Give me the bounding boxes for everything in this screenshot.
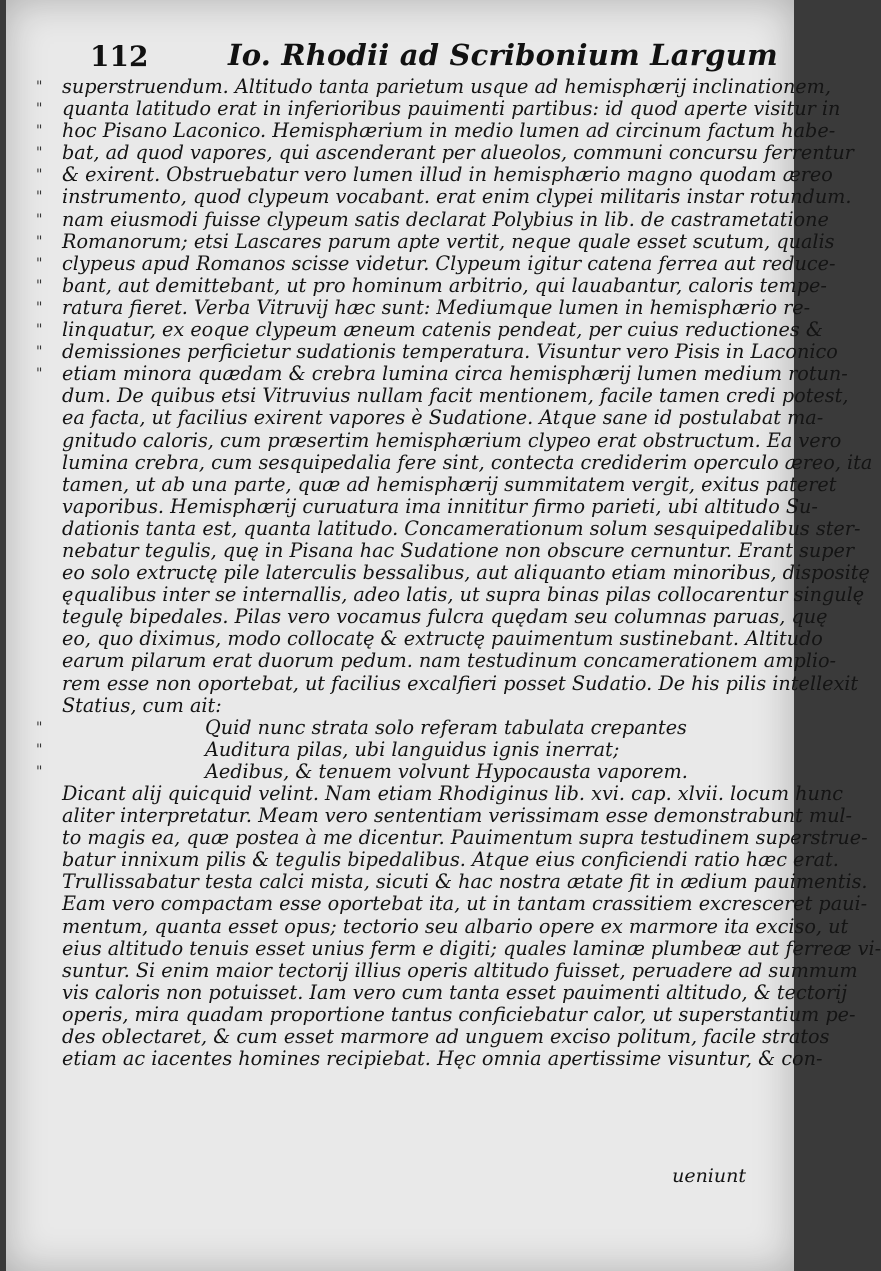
margin-spacer <box>36 695 58 717</box>
quote-mark: " <box>36 763 43 780</box>
margin-spacer <box>36 562 58 584</box>
text-line: Trullissabatur testa calci mista, sicuti & hac nostra ætate fit in ædium pauimentis. <box>62 870 868 894</box>
margin-spacer <box>36 916 58 938</box>
text-line: nam eiusmodi fuisse clypeum satis declarat Polybius in lib. de castrametatione <box>62 207 829 231</box>
quote-mark: " <box>36 255 43 272</box>
text-line: operis, mira quadam proportione tantus conficiebatur calor, ut superstantium pe- <box>62 1002 856 1026</box>
margin-spacer <box>36 1048 58 1070</box>
quote-mark: " <box>36 719 43 736</box>
text-line: linquatur, ex eoque clypeum æneum catenis pendeat, per cuius reductiones & <box>62 318 823 342</box>
verse-line: Quid nunc strata solo referam tabulata crepantes <box>205 715 687 739</box>
margin-spacer <box>36 584 58 606</box>
text-line: ea facta, ut facilius exirent vapores è Sudatione. Atque sane id postulabat ma- <box>62 406 824 430</box>
margin-spacer <box>36 628 58 650</box>
margin-spacer <box>36 960 58 982</box>
verse-line: Aedibus, & tenuem volvunt Hypocausta vaporem. <box>205 759 688 783</box>
margin-spacer <box>36 430 58 452</box>
text-line: demissiones perficietur sudationis temperatura. Visuntur vero Pisis in Laconico <box>62 340 838 364</box>
quote-mark: " <box>36 299 43 316</box>
book-page <box>6 0 881 1271</box>
margin-spacer <box>36 606 58 628</box>
margin-spacer <box>36 474 58 496</box>
margin-spacer <box>36 518 58 540</box>
text-line: tegulę bipedales. Pilas vero vocamus fulcra quędam seu columnas paruas, quę <box>62 605 828 629</box>
text-line: etiam minora quædam & crebra lumina circa hemisphærij lumen medium rotun- <box>62 362 848 386</box>
text-line: hoc Pisano Laconico. Hemisphærium in medio lumen ad circinum factum habe- <box>62 119 836 143</box>
margin-spacer <box>36 849 58 871</box>
quote-mark: " <box>36 366 43 383</box>
margin-spacer <box>36 385 58 407</box>
margin-spacer <box>36 452 58 474</box>
quote-mark: " <box>36 123 43 140</box>
margin-spacer <box>36 650 58 672</box>
text-line: bant, aut demittebant, ut pro hominum arbitrio, qui lauabantur, caloris tempe- <box>62 273 827 297</box>
text-line: bat, ad quod vapores, qui ascenderant per alueolos, communi concursu ferrentur <box>62 141 854 165</box>
text-line: Dicant alij quicquid velint. Nam etiam Rhodiginus lib. xvi. cap. xlvii. locum hunc <box>62 782 843 805</box>
running-title: Io. Rhodii ad Scribonium Largum <box>228 38 778 72</box>
page-header <box>6 36 794 76</box>
verse-line: Auditura pilas, ubi languidus ignis inerrat; <box>205 737 620 761</box>
margin-spacer <box>36 1026 58 1048</box>
margin-spacer <box>36 827 58 849</box>
margin-spacer <box>36 407 58 429</box>
text-line: dum. De quibus etsi Vitruvius nullam facit mentionem, facile tamen credi potest, <box>62 384 849 408</box>
margin-spacer <box>36 805 58 827</box>
text-line: eo, quo diximus, modo collocatę & extructę pauimentum sustinebant. Altitudo <box>62 627 823 651</box>
quote-mark: " <box>36 101 43 118</box>
quote-mark: " <box>36 344 43 361</box>
margin-quotation-marks <box>36 76 58 1070</box>
text-line: batur innixum pilis & tegulis bipedalibus. Atque eius conficiendi ratio hæc erat. <box>62 848 839 872</box>
text-line: Romanorum; etsi Lascares parum apte vertit, neque quale esset scutum, qualis <box>62 229 835 253</box>
text-line: eo solo extructę pile laterculis bessalibus, aut aliquanto etiam minoribus, dispositę <box>62 561 870 585</box>
text-line: mentum, quanta esset opus; tectorio seu albario opere ex marmore ita exciso, ut <box>62 914 849 938</box>
text-line: rem esse non oportebat, ut facilius excalfieri posset Sudatio. De his pilis intellexit <box>62 671 859 695</box>
quote-mark: " <box>36 322 43 339</box>
quote-mark: " <box>36 211 43 228</box>
text-line: instrumento, quod clypeum vocabant. erat enim clypei militaris instar rotundum. <box>62 185 852 209</box>
quote-mark: " <box>36 233 43 250</box>
margin-spacer <box>36 783 58 805</box>
text-line: to magis ea, quæ postea à me dicentur. Pauimentum supra testudinem superstrue- <box>62 826 868 850</box>
text-line: lumina crebra, cum sesquipedalia fere sint, contecta crediderim operculo æreo, ita <box>62 450 873 474</box>
margin-spacer <box>36 938 58 960</box>
margin-spacer <box>36 893 58 915</box>
quote-mark: " <box>36 145 43 162</box>
text-line: dationis tanta est, quanta latitudo. Concamerationum solum sesquipedalibus ster- <box>62 516 861 540</box>
text-line: vis caloris non potuisset. Iam vero cum tanta esset pauimenti altitudo, & tectorij <box>62 980 848 1004</box>
margin-spacer <box>36 496 58 518</box>
quote-mark: " <box>36 741 43 758</box>
text-line: ratura fieret. Verba Vitruvij hæc sunt: Mediumque lumen in hemisphærio re- <box>62 295 811 319</box>
margin-spacer <box>36 871 58 893</box>
text-line: aliter interpretatur. Meam vero sententiam verissimam esse demonstrabunt mul- <box>62 804 853 828</box>
quote-mark: " <box>36 189 43 206</box>
text-line: gnitudo caloris, cum præsertim hemisphærium clypeo erat obstructum. Ea vero <box>62 428 842 452</box>
text-line: clypeus apud Romanos scisse videtur. Clypeum igitur catena ferrea aut reduce- <box>62 251 836 275</box>
text-line: des oblectaret, & cum esset marmore ad unguem exciso politum, facile stratos <box>62 1025 830 1049</box>
text-line: suntur. Si enim maior tectorij illius operis altitudo fuisset, peruadere ad summum <box>62 958 858 982</box>
margin-spacer <box>36 673 58 695</box>
text-line: superstruendum. Altitudo tanta parietum usque ad hemisphærij inclinationem, <box>62 75 831 98</box>
text-line: vaporibus. Hemisphærij curuatura ima innititur firmo parieti, ubi altitudo Su- <box>62 494 818 518</box>
quote-mark: " <box>36 277 43 294</box>
quote-mark: " <box>36 79 43 95</box>
page-number: 112 <box>90 40 149 73</box>
text-line: earum pilarum erat duorum pedum. nam testudinum concamerationem amplio- <box>62 649 837 673</box>
text-line: Statius, cum ait: <box>62 693 222 717</box>
quote-mark: " <box>36 167 43 184</box>
text-line: Eam vero compactam esse oportebat ita, ut in tantam crassitiem excresceret paui- <box>62 892 868 916</box>
text-line: ęqualibus inter se internallis, adeo latis, ut supra binas pilas collocarentur singulę <box>62 583 865 607</box>
body-text <box>62 75 881 1071</box>
margin-spacer <box>36 982 58 1004</box>
margin-spacer <box>36 540 58 562</box>
catchword: ueniunt <box>672 1165 746 1187</box>
text-line: tamen, ut ab una parte, quæ ad hemisphærij summitatem vergit, exitus pateret <box>62 472 837 496</box>
text-line: & exirent. Obstruebatur vero lumen illud in hemisphærio magno quodam æreo <box>62 163 833 187</box>
text-line: eius altitudo tenuis esset unius ferm e digiti; quales laminæ plumbeæ aut ferreæ vi- <box>62 936 881 960</box>
text-line: quanta latitudo erat in inferioribus pauimenti partibus: id quod aperte visitur in <box>62 97 841 121</box>
text-line: etiam ac iacentes homines recipiebat. Hęc omnia apertissime visuntur, & con- <box>62 1047 823 1071</box>
margin-spacer <box>36 1004 58 1026</box>
text-line: nebatur tegulis, quę in Pisana hac Sudatione non obscure cernuntur. Erant super <box>62 538 855 562</box>
